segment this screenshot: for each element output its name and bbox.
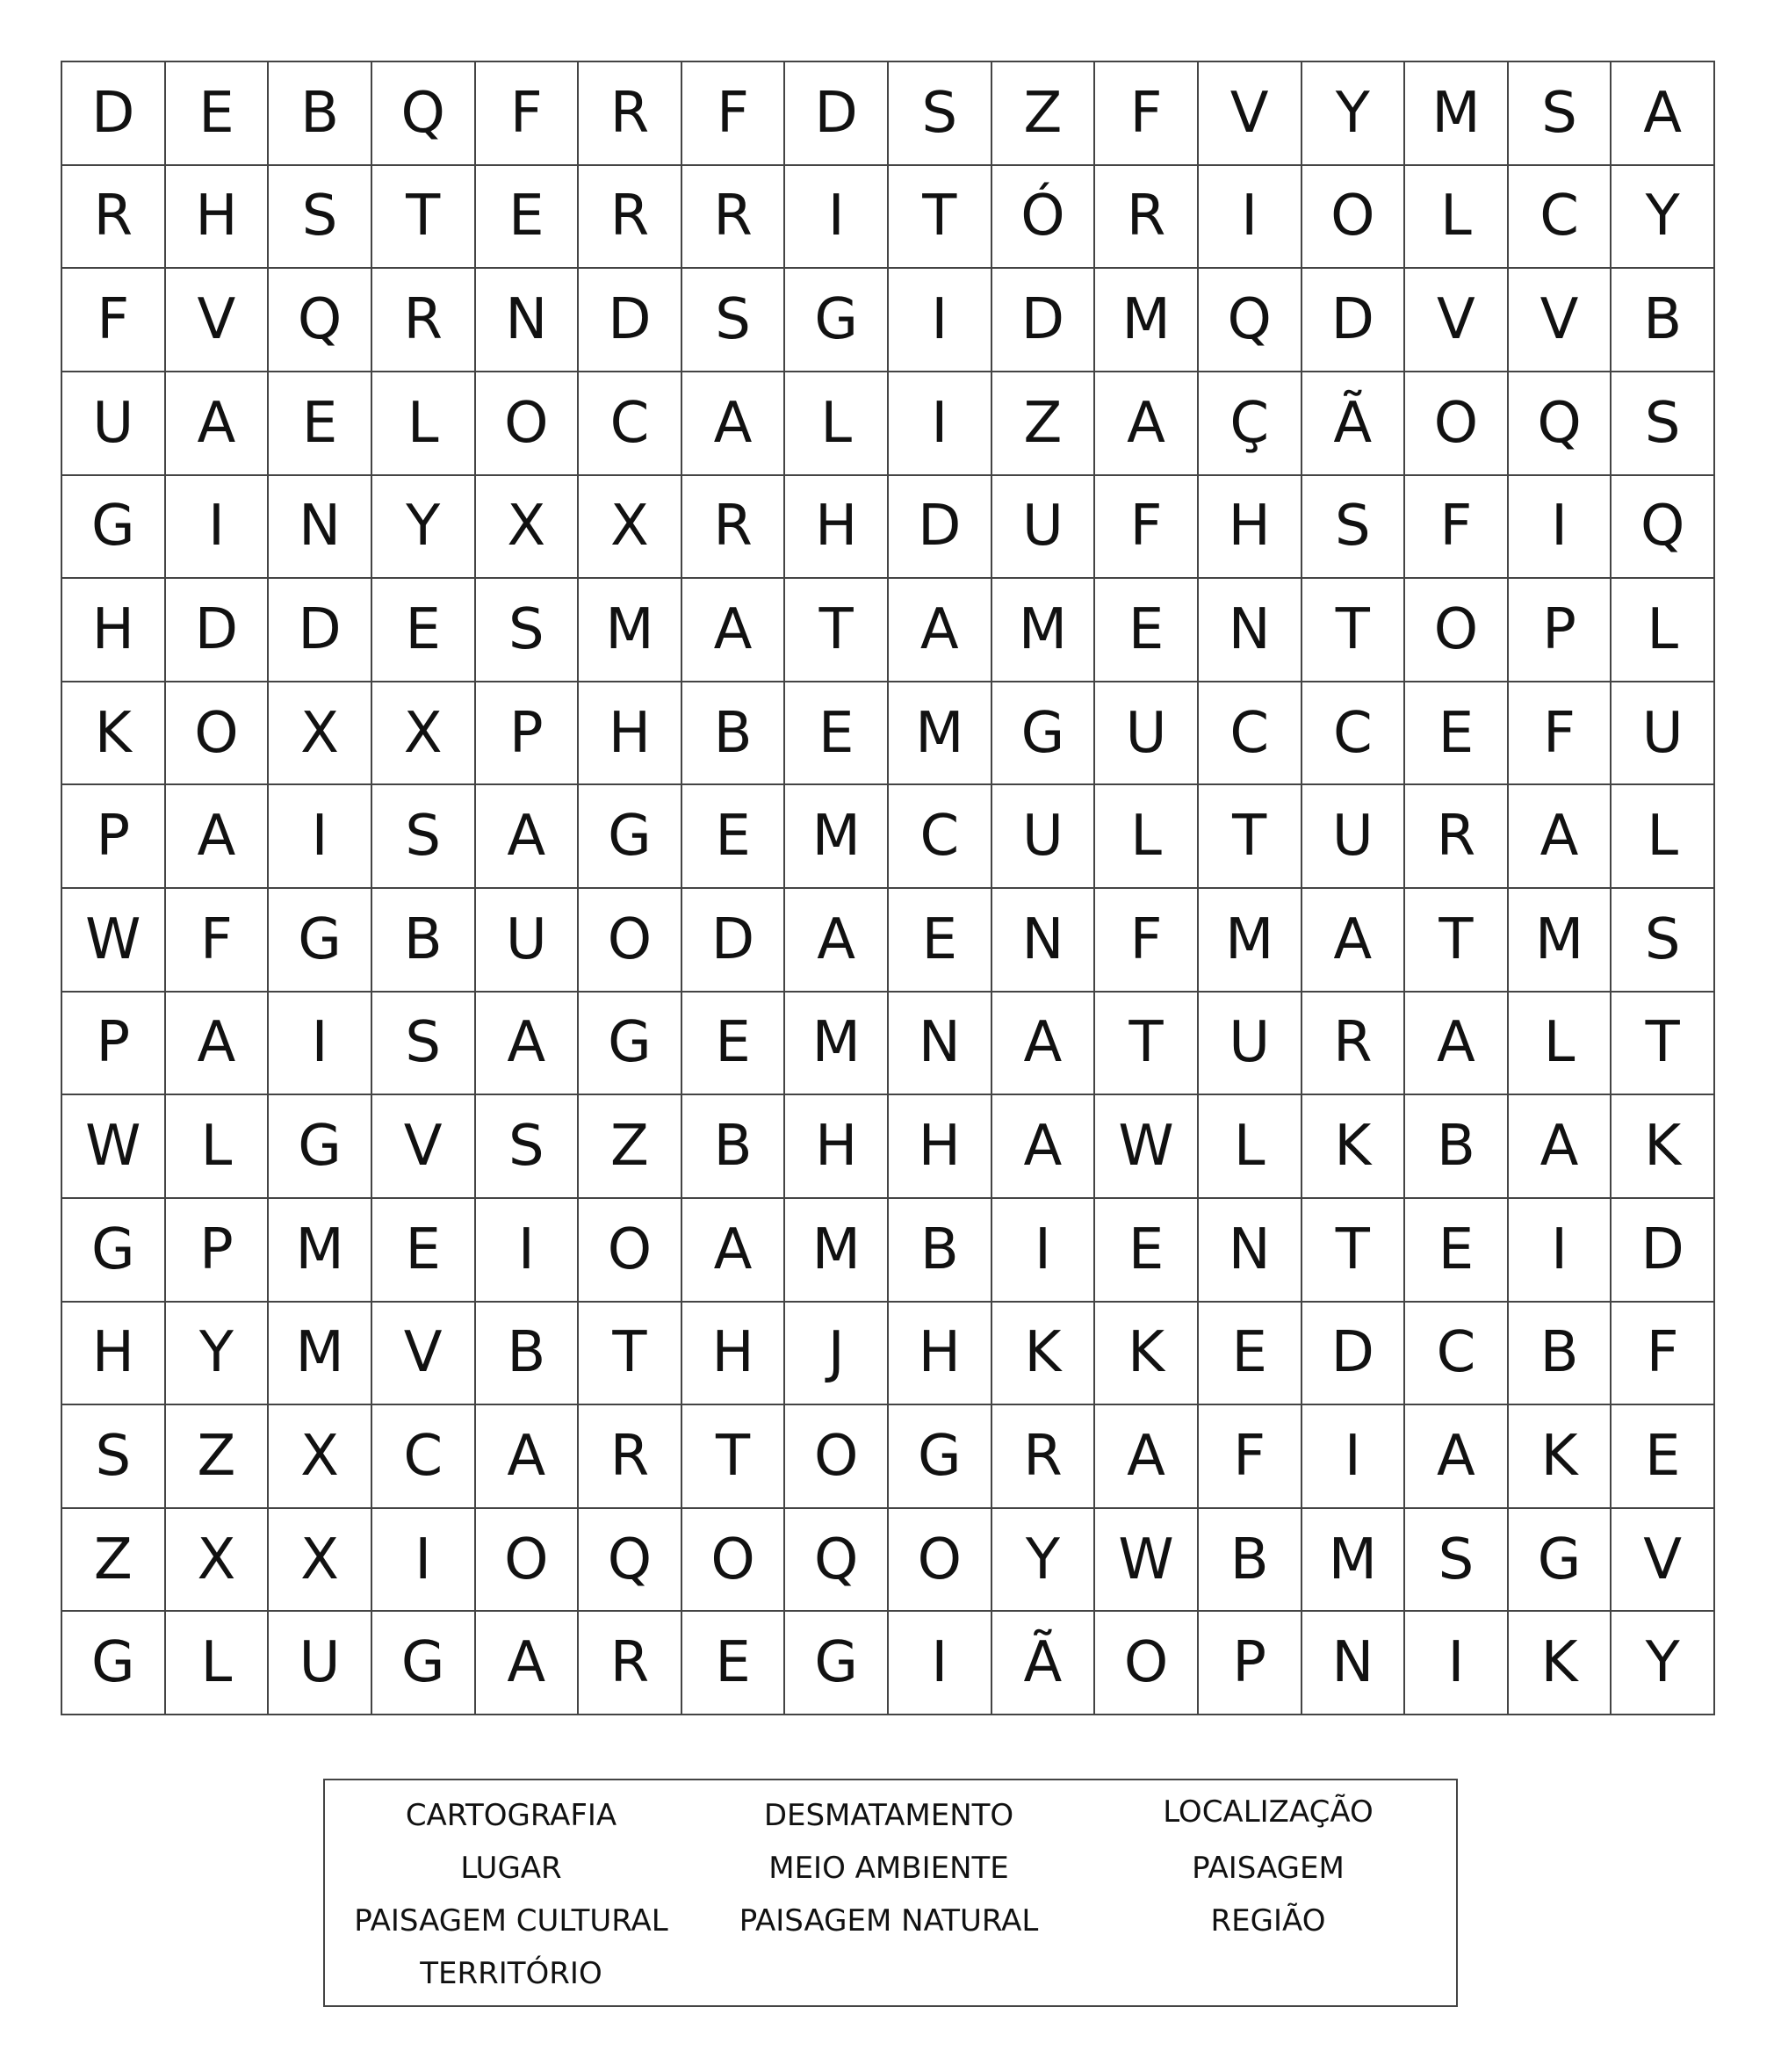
grid-cell[interactable]: Q — [579, 1509, 682, 1613]
grid-cell[interactable]: T — [1405, 889, 1509, 993]
grid-cell[interactable]: Q — [1612, 476, 1715, 580]
grid-cell[interactable]: I — [476, 1199, 580, 1303]
grid-cell[interactable]: B — [682, 1095, 786, 1199]
grid-cell[interactable]: M — [1302, 1509, 1406, 1613]
grid-cell[interactable]: K — [1302, 1095, 1406, 1199]
grid-cell[interactable]: B — [372, 889, 476, 993]
grid-cell[interactable]: S — [269, 166, 372, 270]
grid-cell[interactable]: R — [579, 166, 682, 270]
grid-cell[interactable]: A — [1302, 889, 1406, 993]
grid-cell[interactable]: V — [1509, 269, 1612, 372]
grid-cell[interactable]: E — [1405, 1199, 1509, 1303]
grid-cell[interactable]: E — [1405, 682, 1509, 786]
grid-cell[interactable]: U — [1095, 682, 1199, 786]
grid-cell[interactable]: S — [682, 269, 786, 372]
grid-cell[interactable]: D — [785, 62, 889, 166]
grid-cell[interactable]: E — [269, 372, 372, 476]
grid-cell[interactable]: R — [1302, 993, 1406, 1096]
grid-cell[interactable]: X — [579, 476, 682, 580]
grid-cell[interactable]: P — [476, 682, 580, 786]
grid-cell[interactable]: E — [1095, 579, 1199, 682]
grid-cell[interactable]: A — [166, 372, 270, 476]
grid-cell[interactable]: G — [785, 1612, 889, 1715]
grid-cell[interactable]: Y — [372, 476, 476, 580]
word-list-item: TERRITÓRIO — [420, 1956, 602, 1991]
grid-cell[interactable]: E — [785, 682, 889, 786]
grid-cell[interactable]: Z — [62, 1509, 166, 1613]
grid-cell[interactable]: A — [682, 579, 786, 682]
word-list-item: LUGAR — [460, 1851, 562, 1886]
grid-cell[interactable]: M — [1509, 889, 1612, 993]
grid-cell[interactable]: H — [785, 476, 889, 580]
grid-cell[interactable]: U — [992, 785, 1096, 889]
grid-cell[interactable]: T — [682, 1405, 786, 1509]
grid-cell[interactable]: B — [269, 62, 372, 166]
grid-cell[interactable]: I — [889, 1612, 992, 1715]
grid-cell[interactable]: B — [682, 682, 786, 786]
grid-cell[interactable]: M — [579, 579, 682, 682]
grid-cell[interactable]: T — [1095, 993, 1199, 1096]
grid-cell[interactable]: U — [1199, 993, 1302, 1096]
grid-cell[interactable]: G — [889, 1405, 992, 1509]
grid-cell[interactable]: X — [166, 1509, 270, 1613]
grid-cell[interactable]: F — [1509, 682, 1612, 786]
grid-cell[interactable]: M — [785, 785, 889, 889]
grid-cell[interactable]: C — [579, 372, 682, 476]
grid-cell[interactable]: F — [1199, 1405, 1302, 1509]
grid-cell[interactable]: H — [785, 1095, 889, 1199]
grid-cell[interactable]: B — [476, 1303, 580, 1406]
grid-cell[interactable]: G — [62, 1612, 166, 1715]
grid-cell[interactable]: C — [1302, 682, 1406, 786]
grid-cell[interactable]: A — [166, 785, 270, 889]
grid-cell[interactable]: H — [1199, 476, 1302, 580]
grid-cell[interactable]: I — [1509, 1199, 1612, 1303]
grid-cell[interactable]: G — [785, 269, 889, 372]
grid-cell[interactable]: L — [166, 1612, 270, 1715]
grid-cell[interactable]: D — [269, 579, 372, 682]
grid-cell[interactable]: O — [476, 372, 580, 476]
grid-cell[interactable]: A — [1612, 62, 1715, 166]
grid-cell[interactable]: E — [889, 889, 992, 993]
grid-cell[interactable]: S — [372, 785, 476, 889]
grid-cell[interactable]: A — [682, 372, 786, 476]
grid-cell[interactable]: O — [1302, 166, 1406, 270]
grid-cell[interactable]: U — [269, 1612, 372, 1715]
grid-cell[interactable]: T — [372, 166, 476, 270]
grid-cell[interactable]: I — [269, 993, 372, 1096]
grid-cell[interactable]: F — [1095, 476, 1199, 580]
grid-cell[interactable]: E — [682, 1612, 786, 1715]
grid-cell[interactable]: Q — [372, 62, 476, 166]
grid-cell[interactable]: Z — [579, 1095, 682, 1199]
grid-cell[interactable]: A — [992, 1095, 1096, 1199]
grid-cell[interactable]: H — [889, 1095, 992, 1199]
grid-cell[interactable]: N — [1199, 1199, 1302, 1303]
grid-cell[interactable]: Z — [992, 372, 1096, 476]
grid-cell[interactable]: F — [1612, 1303, 1715, 1406]
grid-cell[interactable]: K — [1509, 1612, 1612, 1715]
grid-cell[interactable]: X — [269, 682, 372, 786]
grid-cell[interactable]: D — [992, 269, 1096, 372]
grid-cell[interactable]: A — [1509, 785, 1612, 889]
grid-cell[interactable]: T — [1302, 579, 1406, 682]
grid-cell[interactable]: M — [269, 1303, 372, 1406]
grid-cell[interactable]: S — [476, 1095, 580, 1199]
grid-cell[interactable]: J — [785, 1303, 889, 1406]
grid-cell[interactable]: C — [1509, 166, 1612, 270]
grid-cell[interactable]: X — [269, 1509, 372, 1613]
grid-cell[interactable]: B — [1509, 1303, 1612, 1406]
grid-cell[interactable]: R — [992, 1405, 1096, 1509]
grid-cell[interactable]: F — [166, 889, 270, 993]
grid-cell[interactable]: N — [992, 889, 1096, 993]
grid-cell[interactable]: C — [372, 1405, 476, 1509]
grid-cell[interactable]: Q — [269, 269, 372, 372]
word-list-box — [323, 1779, 1458, 2007]
grid-cell[interactable]: L — [1405, 166, 1509, 270]
grid-cell[interactable]: S — [1612, 372, 1715, 476]
grid-cell[interactable]: E — [1199, 1303, 1302, 1406]
grid-cell[interactable]: X — [269, 1405, 372, 1509]
grid-cell[interactable]: M — [1095, 269, 1199, 372]
grid-cell[interactable]: I — [372, 1509, 476, 1613]
grid-cell[interactable]: Ã — [992, 1612, 1096, 1715]
grid-cell[interactable]: F — [62, 269, 166, 372]
grid-cell[interactable]: B — [889, 1199, 992, 1303]
grid-cell[interactable]: O — [476, 1509, 580, 1613]
grid-cell[interactable]: O — [682, 1509, 786, 1613]
grid-cell[interactable]: V — [372, 1095, 476, 1199]
grid-cell[interactable]: V — [1405, 269, 1509, 372]
grid-cell[interactable]: T — [1612, 993, 1715, 1096]
grid-cell[interactable]: A — [682, 1199, 786, 1303]
grid-cell[interactable]: R — [682, 476, 786, 580]
grid-cell[interactable]: L — [372, 372, 476, 476]
grid-cell[interactable]: W — [1095, 1095, 1199, 1199]
grid-cell[interactable]: Y — [166, 1303, 270, 1406]
grid-cell[interactable]: U — [62, 372, 166, 476]
grid-cell[interactable]: S — [62, 1405, 166, 1509]
grid-cell[interactable]: A — [476, 785, 580, 889]
grid-cell[interactable]: E — [476, 166, 580, 270]
grid-cell[interactable]: A — [476, 993, 580, 1096]
grid-cell[interactable]: X — [372, 682, 476, 786]
grid-cell[interactable]: H — [62, 1303, 166, 1406]
grid-cell[interactable]: L — [1612, 785, 1715, 889]
grid-cell[interactable]: N — [1302, 1612, 1406, 1715]
grid-cell[interactable]: F — [1405, 476, 1509, 580]
grid-cell[interactable]: D — [1302, 1303, 1406, 1406]
grid-cell[interactable]: A — [889, 579, 992, 682]
grid-cell[interactable]: M — [785, 1199, 889, 1303]
grid-cell[interactable]: Ã — [1302, 372, 1406, 476]
word-list-item: DESMATAMENTO — [763, 1798, 1014, 1833]
grid-cell[interactable]: C — [1405, 1303, 1509, 1406]
grid-cell[interactable]: K — [1095, 1303, 1199, 1406]
grid-cell[interactable]: F — [1095, 62, 1199, 166]
grid-cell[interactable]: I — [1509, 476, 1612, 580]
grid-cell[interactable]: X — [476, 476, 580, 580]
grid-cell[interactable]: I — [889, 372, 992, 476]
grid-cell[interactable]: R — [372, 269, 476, 372]
grid-cell[interactable]: I — [785, 166, 889, 270]
grid-cell[interactable]: C — [889, 785, 992, 889]
grid-cell[interactable]: D — [1302, 269, 1406, 372]
grid-cell[interactable]: B — [1405, 1095, 1509, 1199]
grid-cell[interactable]: A — [1405, 993, 1509, 1096]
grid-cell[interactable]: S — [476, 579, 580, 682]
grid-cell[interactable]: G — [62, 1199, 166, 1303]
grid-cell[interactable]: P — [166, 1199, 270, 1303]
grid-cell[interactable]: R — [579, 62, 682, 166]
grid-cell[interactable]: H — [166, 166, 270, 270]
word-list-item: CARTOGRAFIA — [405, 1798, 617, 1833]
grid-cell[interactable]: I — [992, 1199, 1096, 1303]
grid-cell[interactable]: A — [1095, 1405, 1199, 1509]
grid-cell[interactable]: H — [579, 682, 682, 786]
word-list-item: MEIO AMBIENTE — [768, 1851, 1009, 1886]
grid-cell[interactable]: N — [1199, 579, 1302, 682]
grid-cell[interactable]: A — [1509, 1095, 1612, 1199]
grid-cell[interactable]: A — [992, 993, 1096, 1096]
word-list-item: PAISAGEM CULTURAL — [354, 1903, 668, 1938]
grid-cell[interactable]: S — [1302, 476, 1406, 580]
grid-cell[interactable]: I — [166, 476, 270, 580]
grid-cell[interactable]: I — [1199, 166, 1302, 270]
grid-cell[interactable]: T — [1302, 1199, 1406, 1303]
grid-cell[interactable]: A — [476, 1612, 580, 1715]
grid-cell[interactable]: A — [476, 1405, 580, 1509]
grid-cell[interactable]: Y — [1302, 62, 1406, 166]
grid-cell[interactable]: Y — [1612, 166, 1715, 270]
grid-cell[interactable]: Q — [785, 1509, 889, 1613]
grid-cell[interactable]: H — [682, 1303, 786, 1406]
grid-cell[interactable]: V — [372, 1303, 476, 1406]
grid-cell[interactable]: M — [992, 579, 1096, 682]
grid-cell[interactable]: R — [1405, 785, 1509, 889]
grid-cell[interactable]: L — [785, 372, 889, 476]
grid-cell[interactable]: S — [1405, 1509, 1509, 1613]
grid-cell[interactable]: E — [372, 1199, 476, 1303]
grid-cell[interactable]: V — [1199, 62, 1302, 166]
grid-cell[interactable]: U — [1302, 785, 1406, 889]
grid-cell[interactable]: U — [1612, 682, 1715, 786]
grid-cell[interactable]: E — [1095, 1199, 1199, 1303]
grid-cell[interactable]: P — [1199, 1612, 1302, 1715]
grid-cell[interactable]: Y — [992, 1509, 1096, 1613]
grid-cell[interactable]: W — [1095, 1509, 1199, 1613]
grid-cell[interactable]: A — [785, 889, 889, 993]
grid-cell[interactable]: Ç — [1199, 372, 1302, 476]
grid-cell[interactable]: R — [579, 1612, 682, 1715]
grid-cell[interactable]: R — [579, 1405, 682, 1509]
grid-cell[interactable]: Ó — [992, 166, 1096, 270]
grid-cell[interactable]: R — [62, 166, 166, 270]
grid-cell[interactable]: D — [166, 579, 270, 682]
grid-cell[interactable]: M — [785, 993, 889, 1096]
grid-cell[interactable]: G — [992, 682, 1096, 786]
grid-cell[interactable]: G — [269, 1095, 372, 1199]
grid-cell[interactable]: C — [1199, 682, 1302, 786]
grid-cell[interactable]: O — [1405, 372, 1509, 476]
grid-cell[interactable]: O — [1095, 1612, 1199, 1715]
grid-cell[interactable]: L — [166, 1095, 270, 1199]
word-list-item: LOCALIZAÇÃO — [1163, 1794, 1374, 1830]
grid-cell[interactable]: T — [579, 1303, 682, 1406]
grid-cell[interactable]: S — [1509, 62, 1612, 166]
grid-cell[interactable]: S — [372, 993, 476, 1096]
grid-cell[interactable]: Q — [1509, 372, 1612, 476]
grid-cell[interactable]: V — [1612, 1509, 1715, 1613]
grid-cell[interactable]: L — [1509, 993, 1612, 1096]
grid-cell[interactable]: U — [476, 889, 580, 993]
grid-cell[interactable]: O — [1405, 579, 1509, 682]
grid-cell[interactable]: I — [889, 269, 992, 372]
grid-cell[interactable]: S — [1612, 889, 1715, 993]
grid-cell[interactable]: M — [269, 1199, 372, 1303]
grid-cell[interactable]: B — [1199, 1509, 1302, 1613]
grid-cell[interactable]: I — [1302, 1405, 1406, 1509]
grid-cell[interactable]: D — [889, 476, 992, 580]
grid-cell[interactable]: U — [992, 476, 1096, 580]
grid-cell[interactable]: P — [62, 993, 166, 1096]
grid-cell[interactable]: M — [1405, 62, 1509, 166]
grid-cell[interactable]: E — [1612, 1405, 1715, 1509]
grid-cell[interactable]: L — [1095, 785, 1199, 889]
grid-cell[interactable]: N — [889, 993, 992, 1096]
grid-cell[interactable]: W — [62, 1095, 166, 1199]
grid-cell[interactable]: W — [62, 889, 166, 993]
grid-cell[interactable]: O — [579, 1199, 682, 1303]
grid-cell[interactable]: O — [785, 1405, 889, 1509]
grid-cell[interactable]: G — [579, 785, 682, 889]
grid-cell[interactable]: T — [785, 579, 889, 682]
grid-cell[interactable]: Y — [1612, 1612, 1715, 1715]
grid-cell[interactable]: G — [269, 889, 372, 993]
grid-cell[interactable]: A — [1095, 372, 1199, 476]
grid-cell[interactable]: H — [62, 579, 166, 682]
grid-cell[interactable]: A — [1405, 1405, 1509, 1509]
grid-cell[interactable]: O — [889, 1509, 992, 1613]
grid-cell[interactable]: K — [1509, 1405, 1612, 1509]
word-list-item: REGIÃO — [1210, 1903, 1326, 1938]
grid-cell[interactable]: G — [579, 993, 682, 1096]
grid-cell[interactable]: G — [62, 476, 166, 580]
grid-cell[interactable]: H — [889, 1303, 992, 1406]
grid-cell[interactable]: R — [1095, 166, 1199, 270]
grid-cell[interactable]: K — [1612, 1095, 1715, 1199]
grid-cell[interactable]: E — [682, 993, 786, 1096]
grid-cell[interactable]: N — [269, 476, 372, 580]
grid-cell[interactable]: O — [166, 682, 270, 786]
grid-cell[interactable]: M — [1199, 889, 1302, 993]
grid-cell[interactable]: E — [166, 62, 270, 166]
grid-cell[interactable]: P — [1509, 579, 1612, 682]
grid-cell[interactable]: K — [992, 1303, 1096, 1406]
word-list-item: PAISAGEM — [1192, 1851, 1345, 1886]
grid-cell[interactable]: F — [682, 62, 786, 166]
grid-cell[interactable]: V — [166, 269, 270, 372]
grid-cell[interactable]: I — [1405, 1612, 1509, 1715]
grid-cell[interactable]: T — [1199, 785, 1302, 889]
grid-cell[interactable]: L — [1612, 579, 1715, 682]
grid-cell[interactable]: E — [372, 579, 476, 682]
grid-cell[interactable]: G — [372, 1612, 476, 1715]
word-list-item: PAISAGEM NATURAL — [739, 1903, 1039, 1938]
grid-cell[interactable]: F — [1095, 889, 1199, 993]
grid-cell[interactable]: D — [1612, 1199, 1715, 1303]
grid-cell[interactable]: O — [579, 889, 682, 993]
grid-cell[interactable]: L — [1199, 1095, 1302, 1199]
grid-cell[interactable]: E — [682, 785, 786, 889]
grid-cell[interactable]: G — [1509, 1509, 1612, 1613]
grid-cell[interactable]: A — [166, 993, 270, 1096]
grid-cell[interactable]: R — [682, 166, 786, 270]
grid-cell[interactable]: Z — [992, 62, 1096, 166]
grid-cell[interactable]: B — [1612, 269, 1715, 372]
grid-cell[interactable]: P — [62, 785, 166, 889]
grid-cell[interactable]: Q — [1199, 269, 1302, 372]
grid-cell[interactable]: D — [579, 269, 682, 372]
grid-cell[interactable]: K — [62, 682, 166, 786]
grid-cell[interactable]: Z — [166, 1405, 270, 1509]
grid-cell[interactable]: S — [889, 62, 992, 166]
letter-grid — [61, 61, 1715, 1715]
grid-cell[interactable]: I — [269, 785, 372, 889]
grid-cell[interactable]: T — [889, 166, 992, 270]
grid-cell[interactable]: F — [476, 62, 580, 166]
grid-cell[interactable]: D — [682, 889, 786, 993]
grid-cell[interactable]: M — [889, 682, 992, 786]
grid-cell[interactable]: N — [476, 269, 580, 372]
grid-cell[interactable]: D — [62, 62, 166, 166]
